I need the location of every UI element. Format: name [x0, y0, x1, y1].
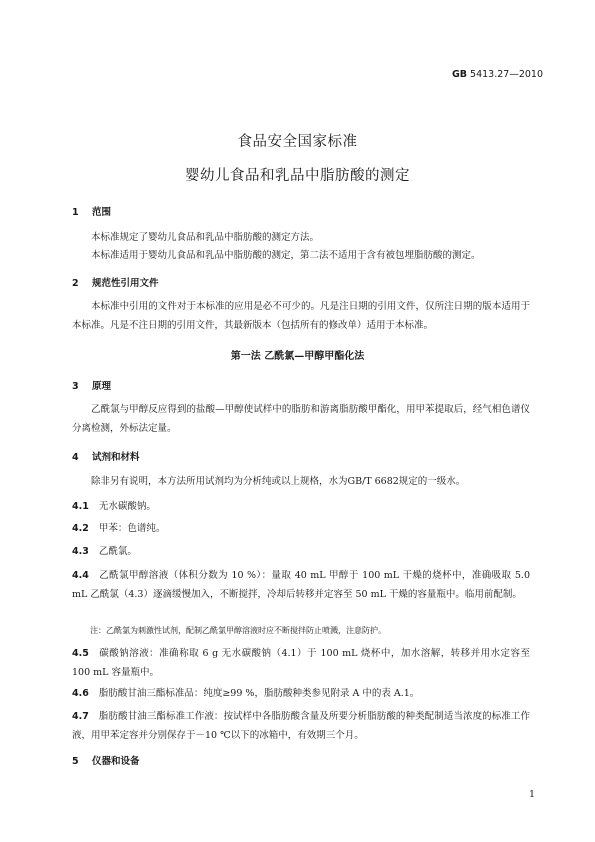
list-item-4-3	[72, 542, 530, 561]
list-item-4-7	[72, 707, 530, 745]
item-text: 甲苯：色谱纯。	[98, 523, 166, 534]
item-text: 乙酰氯甲醇溶液（体积分数为 10 %）：量取 40 mL 甲醇于 100 mL 干燥的烧杯中，准确吸取 5.0 mL 乙酰氯（4.3）逐滴缓慢加入，不断搅拌，冷却后转移并定容至 50 mL 干燥的容量瓶中。临用前配制。	[72, 570, 530, 600]
section-2-heading	[72, 275, 159, 289]
list-item-4-1	[72, 497, 530, 516]
standard-number: 5413.27—2010	[470, 69, 543, 80]
standard-prefix: GB	[451, 69, 468, 80]
document-title-line2: 婴幼儿食品和乳品中脂肪酸的测定	[185, 168, 410, 184]
standard-code	[452, 69, 543, 80]
section-number: 5	[72, 756, 79, 767]
section-3-paragraph-1: 乙酰氯与甲醇反应得到的盐酸—甲醇使试样中的脂肪和游离脂肪酸甲酯化，用甲苯提取后，经气相色谱仪分离检测，外标法定量。	[72, 404, 530, 434]
item-number: 4.4	[72, 570, 89, 581]
item-number: 4.6	[72, 688, 89, 699]
section-title: 范围	[92, 207, 112, 218]
section-number: 4	[72, 452, 79, 463]
list-item-4-4	[72, 566, 530, 604]
section-4-paragraph-1: 除非另有说明，本方法所用试剂均为分析纯或以上规格，水为GB/T 6682规定的一级水。	[91, 476, 466, 487]
section-number: 2	[72, 278, 79, 289]
list-item-4-6	[72, 684, 530, 703]
section-title: 仪器和设备	[92, 756, 140, 767]
item-text: 无水碳酸钠。	[98, 501, 156, 512]
item-number: 4.7	[72, 711, 89, 722]
section-title: 规范性引用文件	[92, 278, 159, 289]
item-text: 脂肪酸甘油三酯标准品：纯度≥99 %，脂肪酸种类参见附录 A 中的表 A.1。	[98, 688, 420, 699]
item-number: 4.2	[72, 523, 89, 534]
method-1-heading: 第一法 乙酰氯—甲醇甲酯化法	[230, 351, 365, 362]
section-title: 试剂和材料	[92, 452, 140, 463]
section-number: 3	[72, 381, 79, 392]
item-number: 4.5	[72, 648, 89, 659]
item-number: 4.1	[72, 501, 89, 512]
list-item-4-2	[72, 519, 530, 538]
list-item-4-5	[72, 644, 530, 682]
section-1-paragraph-2: 本标准适用于婴幼儿食品和乳品中脂肪酸的测定，第二法不适用于含有被包埋脂肪酸的测定。	[91, 250, 481, 261]
item-text: 碳酸钠溶液：准确称取 6 g 无水碳酸钠（4.1）于 100 mL 烧杯中，加水溶解，转移并用水定容至 100 mL 容量瓶中。	[72, 648, 530, 678]
section-2-paragraph-1: 本标准中引用的文件对于本标准的应用是必不可少的。凡是注日期的引用文件，仅所注日期的版本适用于本标准。凡是不注日期的引用文件，其最新版本（包括所有的修改单）适用于本标准。	[72, 301, 530, 331]
section-3-heading	[72, 378, 111, 392]
item-number: 4.3	[72, 546, 89, 557]
section-5-heading	[72, 753, 140, 767]
page-number: 1	[528, 789, 535, 800]
section-4-heading	[72, 449, 140, 463]
section-title: 原理	[92, 381, 112, 392]
section-number: 1	[72, 207, 79, 218]
note: 注：乙酰氯为刺激性试剂，配制乙酰氯甲醇溶液时应不断搅拌防止喷溅，注意防护。	[90, 626, 386, 635]
item-text: 脂肪酸甘油三酯标准工作液：按试样中各脂肪酸含量及所要分析脂肪酸的种类配制适当浓度的标准工作液，用甲苯定容并分别保存于－10 ℃以下的冰箱中，有效期三个月。	[72, 711, 530, 741]
section-1-heading	[72, 204, 111, 218]
document-title-line1: 食品安全国家标准	[237, 134, 358, 150]
section-1-paragraph-1: 本标准规定了婴幼儿食品和乳品中脂肪酸的测定方法。	[91, 232, 320, 243]
item-text: 乙酰氯。	[98, 546, 137, 557]
